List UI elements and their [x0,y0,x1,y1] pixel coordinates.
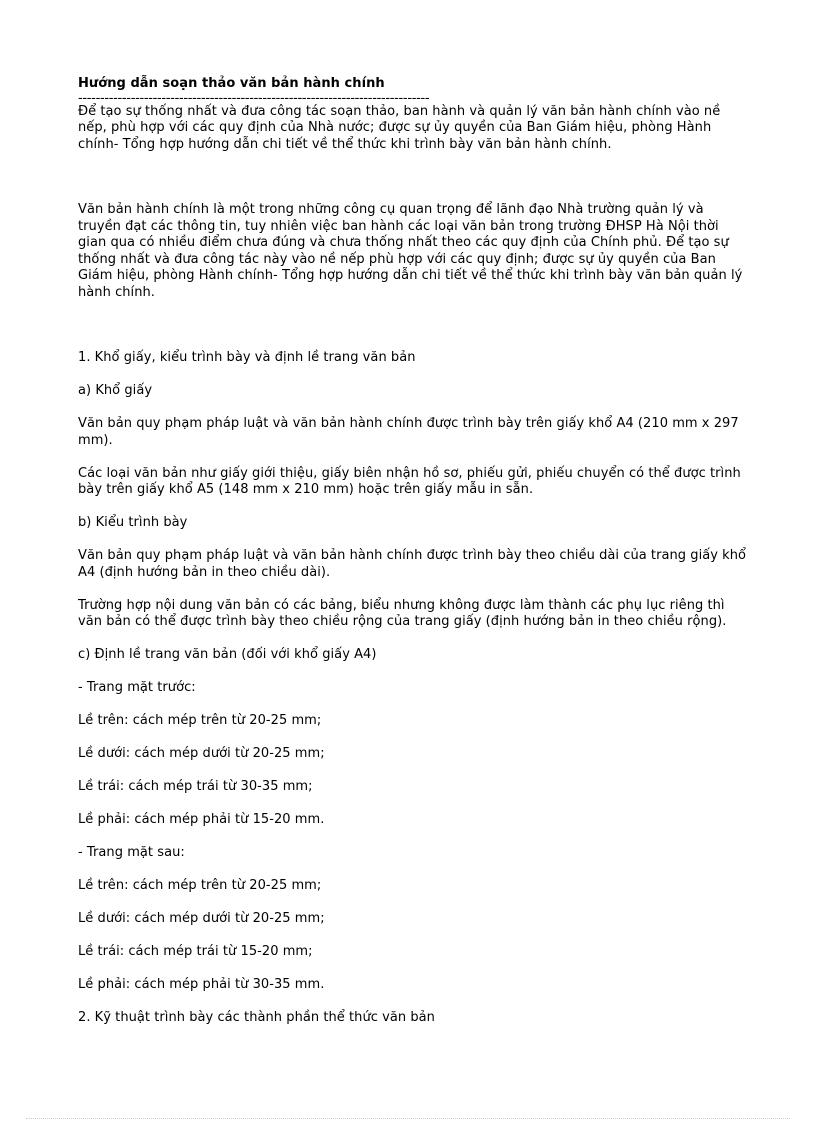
front-margin-left: Lề trái: cách mép trái từ 30-35 mm; [78,779,313,794]
section-1b-paragraph-1: Văn bản quy phạm pháp luật và văn bản hành chính được trình bày theo chiều dài của trang giấy khổ A4 (định hướng bản in theo chiều dài). [78,548,747,580]
page-bottom-divider [26,1118,790,1119]
document-page [78,76,750,1043]
section-1-heading: 1. Khổ giấy, kiểu trình bày và định lề trang văn bản [78,350,416,365]
back-margin-left: Lề trái: cách mép trái từ 15-20 mm; [78,944,313,959]
section-2-heading: 2. Kỹ thuật trình bày các thành phần thể thức văn bản [78,1010,435,1025]
title-separator: -------------------------------------------------------------------------------- [78,92,430,104]
front-margin-bottom: Lề dưới: cách mép dưới từ 20-25 mm; [78,746,325,761]
front-margin-right: Lề phải: cách mép phải từ 15-20 mm. [78,812,325,827]
section-1a-heading: a) Khổ giấy [78,383,153,398]
front-page-label: - Trang mặt trước: [78,680,196,695]
front-margin-top: Lề trên: cách mép trên từ 20-25 mm; [78,713,322,728]
section-1b-paragraph-2: Trường hợp nội dung văn bản có các bảng, biểu nhưng không được làm thành các phụ lục riêng thì văn bản có thể được trình bày theo chiều rộng của trang giấy (định hướng bản in theo chiều rộng). [78,597,727,629]
back-margin-bottom: Lề dưới: cách mép dưới từ 20-25 mm; [78,911,325,926]
section-1c-heading: c) Định lề trang văn bản (đối với khổ giấy A4) [78,647,377,662]
context-paragraph: Văn bản hành chính là một trong những công cụ quan trọng để lãnh đạo Nhà trường quản lý và truyền đạt các thông tin, tuy nhiên việc ban hành các loại văn bản trong trường ĐHSP Hà Nội thời gian qua có nhiều điểm chưa đúng và chưa thống nhất theo các quy định của Chính phủ. Để tạo sự thống nhất và đưa công tác này vào nề nếp phù hợp với các quy định; được sự ủy quyền của Ban Giám hiệu, phòng Hành chính- Tổng hợp hướng dẫn chi tiết về thể thức khi trình bày văn bản quản lý hành chính. [78,202,743,300]
document-title: Hướng dẫn soạn thảo văn bản hành chính [78,76,385,91]
section-1a-paragraph-1: Văn bản quy phạm pháp luật và văn bản hành chính được trình bày trên giấy khổ A4 (210 mm x 297 mm). [78,416,739,448]
back-margin-right: Lề phải: cách mép phải từ 30-35 mm. [78,977,325,992]
back-margin-top: Lề trên: cách mép trên từ 20-25 mm; [78,878,322,893]
back-page-label: - Trang mặt sau: [78,845,185,860]
intro-paragraph: Để tạo sự thống nhất và đưa công tác soạn thảo, ban hành và quản lý văn bản hành chính vào nề nếp, phù hợp với các quy định của Nhà nước; được sự ủy quyền của Ban Giám hiệu, phòng Hành chính- Tổng hợp hướng dẫn chi tiết về thể thức khi trình bày văn bản hành chính. [78,103,721,152]
section-1b-heading: b) Kiểu trình bày [78,515,188,530]
section-1a-paragraph-2: Các loại văn bản như giấy giới thiệu, giấy biên nhận hồ sơ, phiếu gửi, phiếu chuyển có thể được trình bày trên giấy khổ A5 (148 mm x 210 mm) hoặc trên giấy mẫu in sẵn. [78,465,741,497]
